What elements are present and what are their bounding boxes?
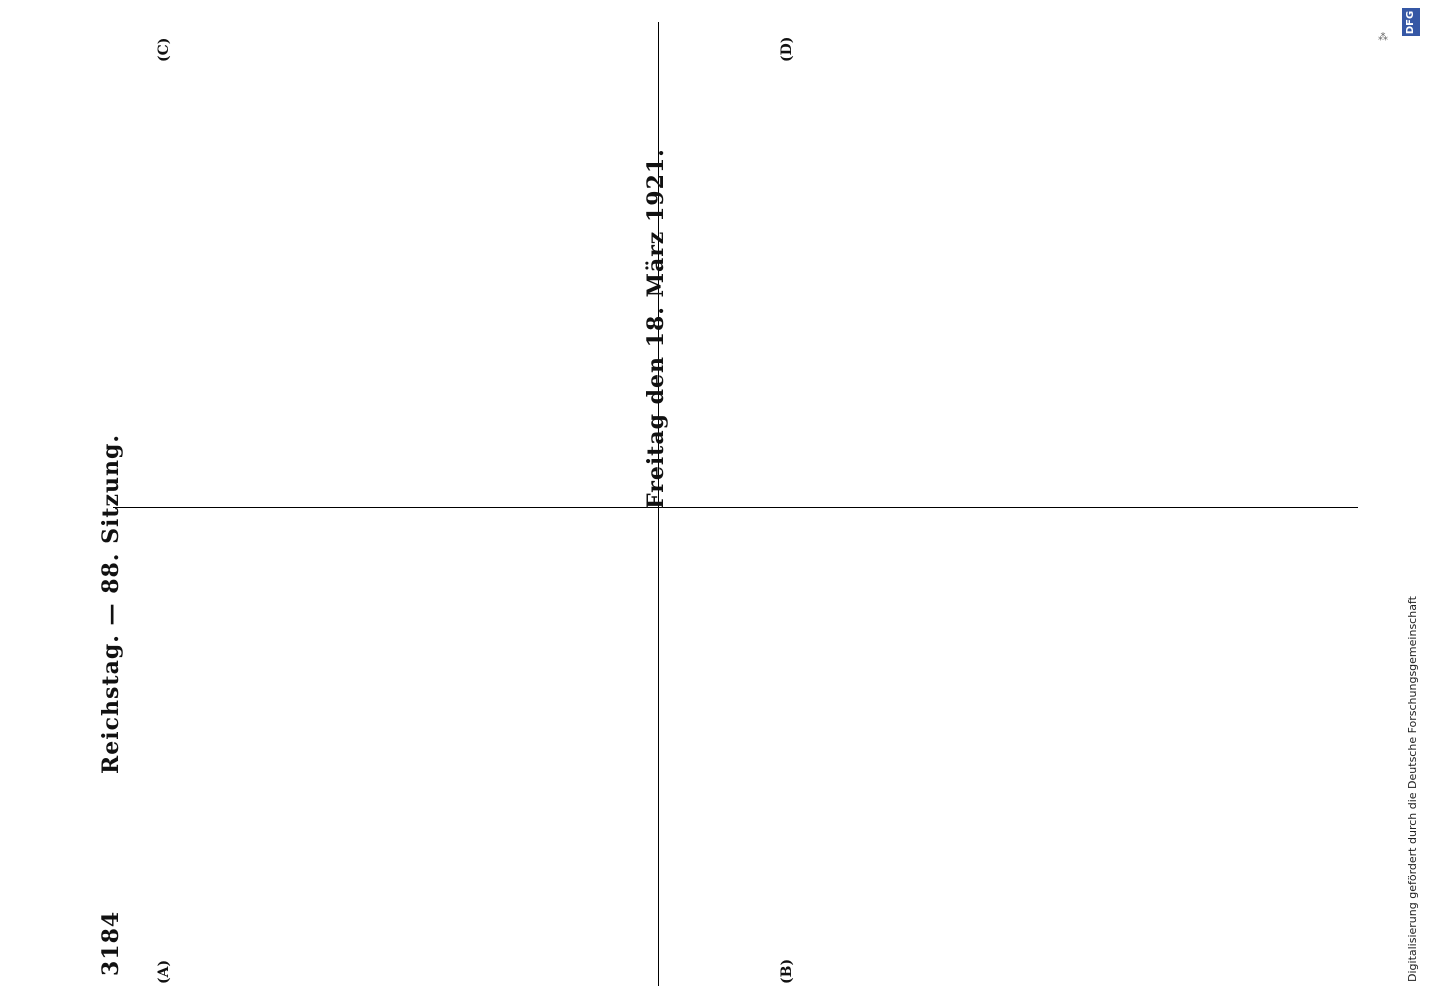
header-rule <box>113 507 1358 508</box>
scan-stamp: ⁂ <box>1378 32 1388 43</box>
digitization-credit: Digitalisierung gefördert durch die Deutsche Forschungsgemeinschaft <box>1406 596 1419 982</box>
dfg-logo <box>1402 8 1420 36</box>
margin-marker-d: (D) <box>779 36 795 62</box>
margin-marker-c: (C) <box>156 37 172 62</box>
dfg-logo-text: DFG <box>1405 10 1417 34</box>
rotated-scan-frame <box>58 14 1358 986</box>
margin-marker-a: (A) <box>156 959 172 984</box>
page-number: 3184 <box>98 910 124 976</box>
right-column <box>670 34 1358 504</box>
right-header: Freitag den 18. März 1921. <box>643 148 669 509</box>
margin-marker-b: (B) <box>779 958 795 984</box>
left-column <box>122 519 652 986</box>
left-header: Reichstag. — 88. Sitzung. <box>98 433 124 774</box>
